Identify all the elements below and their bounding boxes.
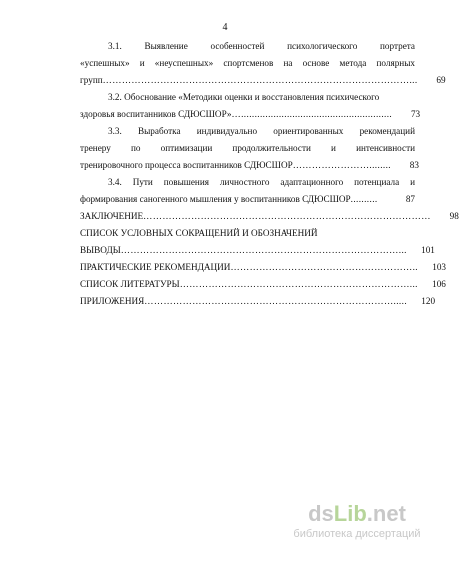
toc-entry-3-1-line-3 — [80, 73, 446, 87]
dot-leader: ………………………………………………….. — [230, 262, 419, 272]
watermark — [282, 502, 432, 541]
toc-page-number: 103 — [432, 262, 447, 272]
toc-text: групп — [80, 75, 103, 85]
toc-entry-3-2-line-2 — [80, 107, 421, 121]
dot-leader: .......... — [350, 194, 378, 204]
watermark-tagline: библиотека диссертаций — [293, 528, 421, 540]
toc-entry-3-4-line-1 — [80, 175, 415, 189]
watermark-logo — [308, 502, 406, 526]
toc-section-appendices — [80, 294, 436, 308]
dot-leader: ……………………………………………………………………..... — [144, 296, 408, 306]
toc-page-number: 83 — [409, 160, 419, 170]
dot-leader: ……………………………………………………………………………………... — [102, 75, 418, 85]
toc-entry-3-3-line-1 — [80, 124, 415, 138]
toc-entry-3-3-line-3 — [80, 158, 419, 172]
toc-section-references — [80, 277, 446, 291]
toc-section-abbreviations — [80, 226, 415, 240]
toc-text: СПИСОК ЛИТЕРАТУРЫ — [80, 279, 180, 289]
watermark-logo-ds: ds — [308, 501, 334, 526]
toc-page-number: 98 — [449, 211, 459, 221]
toc-text: СПИСОК УСЛОВНЫХ СОКРАЩЕНИЙ И ОБОЗНАЧЕНИЙ — [80, 228, 318, 238]
toc-page-number: 101 — [421, 245, 435, 255]
toc-page-number: 69 — [436, 75, 446, 85]
dot-leader: ……………………………………………………………………………... — [120, 245, 407, 255]
watermark-logo-lib: Lib — [333, 501, 367, 526]
dot-leader: ……………………........ — [292, 160, 391, 170]
dot-leader: ………………………………………………………………... — [179, 279, 418, 289]
toc-page-number: 106 — [432, 279, 446, 289]
toc-section-conclusion — [80, 209, 459, 223]
toc-section-recommendations — [80, 260, 447, 274]
toc-text: ПРИЛОЖЕНИЯ — [80, 296, 145, 306]
toc-entry-3-4-line-2 — [80, 192, 415, 206]
toc-section-findings — [80, 243, 435, 257]
toc-text: 3.1. Выявление особенностей психологического портрета — [108, 41, 415, 51]
toc-text: здоровья воспитанников СДЮСШОР» — [80, 109, 232, 119]
toc-text: ВЫВОДЫ — [80, 245, 121, 255]
dot-leader: ……………………………………………………………………………… — [143, 211, 431, 221]
dot-leader: …........................................................ — [231, 109, 393, 119]
toc-page-number: 73 — [410, 109, 421, 119]
toc-text: формирования саногенного мышления у воспитанников СДЮСШОР — [80, 194, 351, 204]
toc-text: 3.4. Пути повышения личностного адаптационного потенциала и — [108, 177, 415, 187]
toc-text: 3.2. Обоснование «Методики оценки и восстановления психического — [108, 92, 380, 102]
toc-text: 3.3. Выработка индивидуально ориентированных рекомендаций — [108, 126, 415, 136]
toc-entry-3-3-line-2 — [80, 141, 415, 155]
toc-text: ЗАКЛЮЧЕНИЕ — [80, 211, 144, 221]
toc-entry-3-1-line-2 — [80, 56, 415, 70]
toc-text: «успешных» и «неуспешных» спортсменов на основе метода полярных — [80, 58, 415, 68]
toc-entry-3-1-line-1 — [80, 39, 415, 53]
toc-entry-3-2-line-1 — [80, 90, 415, 104]
toc-page-number: 87 — [405, 194, 415, 204]
page-number: 4 — [222, 22, 228, 33]
toc-text: ПРАКТИЧЕСКИЕ РЕКОМЕНДАЦИИ — [80, 262, 231, 272]
toc-page-number: 120 — [421, 296, 436, 306]
toc-text: тренировочного процесса воспитанников СДЮСШОР — [80, 160, 293, 170]
toc-text: тренеру по оптимизации продолжительности и интенсивности — [80, 143, 415, 153]
watermark-logo-net: .net — [366, 501, 406, 526]
